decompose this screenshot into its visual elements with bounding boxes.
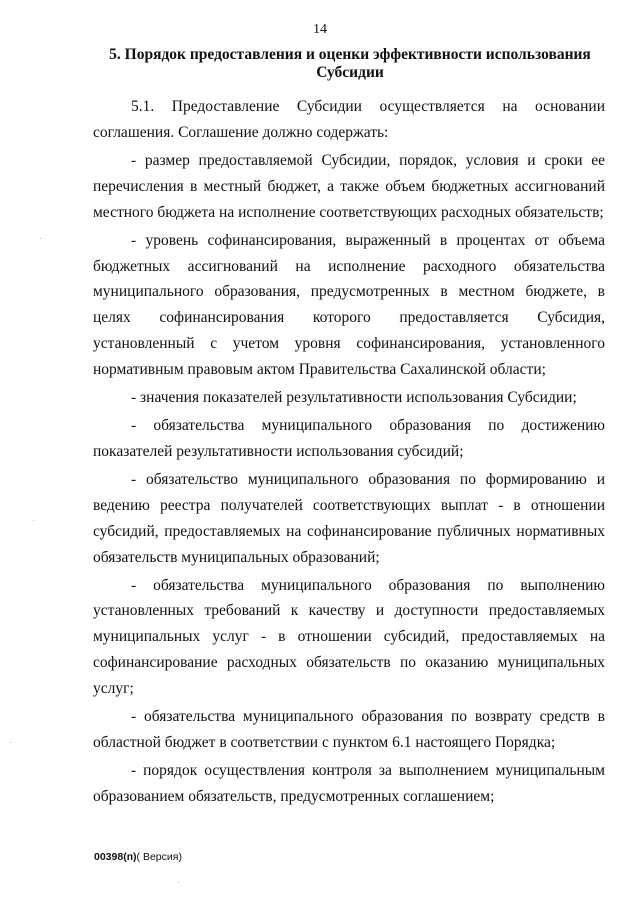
document-code: 00398(п) xyxy=(94,851,137,863)
list-item-indicator-obligations: - обязательства муниципального образования по достижению показателей результативности использования субсидий; xyxy=(93,417,605,460)
scan-speck xyxy=(178,882,179,883)
list-item-service-quality-obligations: - обязательства муниципального образования по выполнению установленных требований к качеству и доступности предоставляемых муниципальных услуг - в отношении субсидий, предоставляемых на софинансирование расходных обязательств по оказанию муниципальных услуг; xyxy=(93,576,605,697)
list-item-registry-obligation: - обязательство муниципального образования по формированию и ведению реестра получателей соответствующих выплат - в отношении субсидий, предоставляемых на софинансирование публичных нормативных обязательств муниципальных образований; xyxy=(93,471,605,566)
list-item-subsidy-size: - размер предоставляемой Субсидии, порядок, условия и сроки ее перечисления в местный бюджет, а также объем бюджетных ассигнований местного бюджета на исполнение соответствующих расходных обязательств; xyxy=(93,151,605,221)
list-item-cofinancing-level: - уровень софинансирования, выраженный в процентах от объема бюджетных ассигнований на исполнение расходного обязательства муниципального образования, предусмотренных в местном бюджете, в целях софинансирования которого предоставляется Субсидия, установленный с учетом уровня софинансирования, установленного нормативным правовым актом Правительства Сахалинской области; xyxy=(93,231,605,378)
document-body xyxy=(93,94,605,812)
document-version: ( Версия) xyxy=(136,851,182,863)
document-footer xyxy=(94,851,182,863)
paragraph-5-1: 5.1. Предоставление Субсидии осуществляется на основании соглашения. Соглашение должно содержать: xyxy=(93,98,605,141)
list-item-refund-obligations: - обязательства муниципального образования по возврату средств в областной бюджет в соответствии с пунктом 6.1 настоящего Порядка; xyxy=(93,708,605,751)
page-number: 14 xyxy=(313,22,327,37)
list-item-control-procedure: - порядок осуществления контроля за выполнением муниципальным образованием обязательств, предусмотренных соглашением; xyxy=(93,762,605,805)
scan-speck xyxy=(33,520,34,521)
scan-speck xyxy=(10,742,11,743)
section-heading: 5. Порядок предоставления и оценки эффективности использования Субсидии xyxy=(109,46,591,81)
list-item-indicator-values: - значения показателей результативности использования Субсидии; xyxy=(131,388,577,406)
scan-speck xyxy=(40,238,41,239)
